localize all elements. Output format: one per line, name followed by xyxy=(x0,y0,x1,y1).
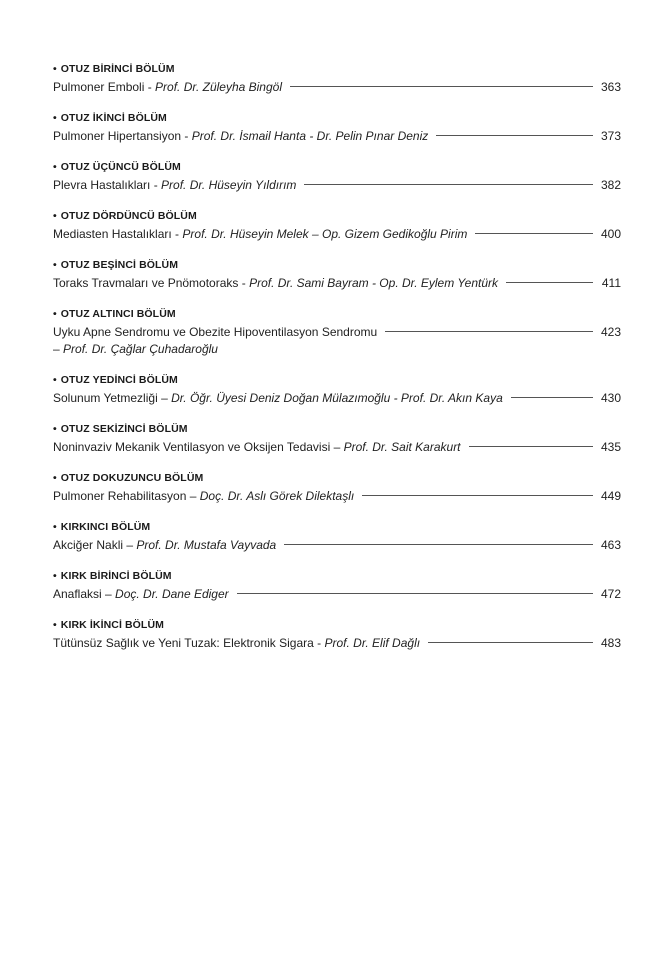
chapter-label: • OTUZ ÜÇÜNCÜ BÖLÜM xyxy=(53,161,181,173)
chapter-label: • KIRK BİRİNCİ BÖLÜM xyxy=(53,570,172,582)
page-number: 472 xyxy=(600,587,621,601)
page-number: 400 xyxy=(600,227,621,241)
toc-line xyxy=(53,635,621,652)
toc-entry[interactable] xyxy=(53,62,621,96)
toc-line xyxy=(53,488,621,505)
toc-entry[interactable] xyxy=(53,471,621,505)
toc-line xyxy=(53,275,621,292)
chapter-title: Tütünsüz Sağlık ve Yeni Tuzak: Elektronik Sigara - Prof. Dr. Elif Dağlı xyxy=(53,636,421,650)
leader-line xyxy=(469,446,593,447)
toc-entry[interactable] xyxy=(53,422,621,456)
chapter-author: Doç. Dr. Dane Ediger xyxy=(115,587,229,601)
leader-line xyxy=(237,593,593,594)
chapter-title: Pulmoner Hipertansiyon - Prof. Dr. İsmail Hanta - Dr. Pelin Pınar Deniz xyxy=(53,129,429,143)
chapter-author: Prof. Dr. Çağlar Çuhadaroğlu xyxy=(63,342,218,356)
toc-entry[interactable] xyxy=(53,307,621,358)
toc-line xyxy=(53,226,621,243)
toc-line xyxy=(53,324,621,341)
toc-entry[interactable] xyxy=(53,209,621,243)
toc-entry[interactable] xyxy=(53,520,621,554)
toc-line xyxy=(53,439,621,456)
chapter-label: • OTUZ İKİNCİ BÖLÜM xyxy=(53,112,167,124)
page-number: 411 xyxy=(601,276,621,290)
toc-entry[interactable] xyxy=(53,160,621,194)
chapter-title: Pulmoner Rehabilitasyon – Doç. Dr. Aslı Görek Dilektaşlı xyxy=(53,489,355,503)
toc-line xyxy=(53,390,621,407)
chapter-title: Pulmoner Emboli - Prof. Dr. Züleyha Bingöl xyxy=(53,80,282,94)
chapter-title: Plevra Hastalıkları - Prof. Dr. Hüseyin Yıldırım xyxy=(53,178,297,192)
chapter-label: • OTUZ SEKİZİNCİ BÖLÜM xyxy=(53,423,188,435)
chapter-title: Noninvaziv Mekanik Ventilasyon ve Oksijen Tedavisi – Prof. Dr. Sait Karakurt xyxy=(53,440,461,454)
page-number: 483 xyxy=(600,636,621,650)
toc-line xyxy=(53,586,621,603)
page-number: 363 xyxy=(600,80,621,94)
chapter-label: • OTUZ YEDİNCİ BÖLÜM xyxy=(53,374,178,386)
chapter-label: • OTUZ DÖRDÜNCÜ BÖLÜM xyxy=(53,210,197,222)
leader-line xyxy=(436,135,593,136)
leader-line xyxy=(284,544,593,545)
leader-line xyxy=(290,86,593,87)
leader-line xyxy=(506,282,593,283)
chapter-author-line: – Prof. Dr. Çağlar Çuhadaroğlu xyxy=(53,342,218,356)
chapter-label: • KIRKINCI BÖLÜM xyxy=(53,521,151,533)
chapter-author: Dr. Öğr. Üyesi Deniz Doğan Mülazımoğlu - Prof. Dr. Akın Kaya xyxy=(171,391,503,405)
toc-entry[interactable] xyxy=(53,618,621,652)
chapter-author: Prof. Dr. Mustafa Vayvada xyxy=(136,538,277,552)
chapter-author: Prof. Dr. Sami Bayram - Op. Dr. Eylem Yentürk xyxy=(249,276,499,290)
chapter-author: Prof. Dr. İsmail Hanta - Dr. Pelin Pınar Deniz xyxy=(191,129,429,143)
chapter-title: Toraks Travmaları ve Pnömotoraks - Prof. Dr. Sami Bayram - Op. Dr. Eylem Yentürk xyxy=(53,276,499,290)
leader-line xyxy=(304,184,593,185)
chapter-author: Prof. Dr. Hüseyin Yıldırım xyxy=(161,178,297,192)
page-number: 449 xyxy=(600,489,621,503)
page-number: 435 xyxy=(600,440,621,454)
page-number: 423 xyxy=(600,325,621,339)
table-of-contents xyxy=(53,62,621,667)
toc-entry[interactable] xyxy=(53,373,621,407)
toc-line xyxy=(53,537,621,554)
toc-line xyxy=(53,79,621,96)
chapter-label: • OTUZ ALTINCI BÖLÜM xyxy=(53,308,176,320)
chapter-author: Doç. Dr. Aslı Görek Dilektaşlı xyxy=(199,489,355,503)
page-number: 463 xyxy=(600,538,621,552)
chapter-title: Mediasten Hastalıkları - Prof. Dr. Hüseyin Melek – Op. Gizem Gedikoğlu Pirim xyxy=(53,227,468,241)
chapter-title: Uyku Apne Sendromu ve Obezite Hipoventilasyon Sendromu xyxy=(53,325,378,339)
page-number: 382 xyxy=(600,178,621,192)
leader-line xyxy=(385,331,593,332)
chapter-title: Anaflaksi – Doç. Dr. Dane Ediger xyxy=(53,587,229,601)
chapter-label: • OTUZ DOKUZUNCU BÖLÜM xyxy=(53,472,204,484)
toc-line xyxy=(53,177,621,194)
chapter-author: Prof. Dr. Züleyha Bingöl xyxy=(155,80,282,94)
chapter-author: Prof. Dr. Elif Dağlı xyxy=(324,636,421,650)
chapter-title: Akciğer Nakli – Prof. Dr. Mustafa Vayvada xyxy=(53,538,277,552)
leader-line xyxy=(362,495,593,496)
leader-line xyxy=(475,233,593,234)
chapter-title: Solunum Yetmezliği – Dr. Öğr. Üyesi Deniz Doğan Mülazımoğlu - Prof. Dr. Akın Kaya xyxy=(53,391,503,405)
page-number: 373 xyxy=(600,129,621,143)
chapter-label: • OTUZ BİRİNCİ BÖLÜM xyxy=(53,63,175,75)
chapter-label: • OTUZ BEŞİNCİ BÖLÜM xyxy=(53,259,179,271)
toc-entry[interactable] xyxy=(53,258,621,292)
chapter-label: • KIRK İKİNCİ BÖLÜM xyxy=(53,619,164,631)
page-number: 430 xyxy=(600,391,621,405)
leader-line xyxy=(511,397,593,398)
chapter-author: Prof. Dr. Sait Karakurt xyxy=(343,440,461,454)
toc-line xyxy=(53,128,621,145)
toc-entry[interactable] xyxy=(53,569,621,603)
chapter-author: Prof. Dr. Hüseyin Melek – Op. Gizem Gedikoğlu Pirim xyxy=(182,227,468,241)
leader-line xyxy=(428,642,593,643)
toc-entry[interactable] xyxy=(53,111,621,145)
